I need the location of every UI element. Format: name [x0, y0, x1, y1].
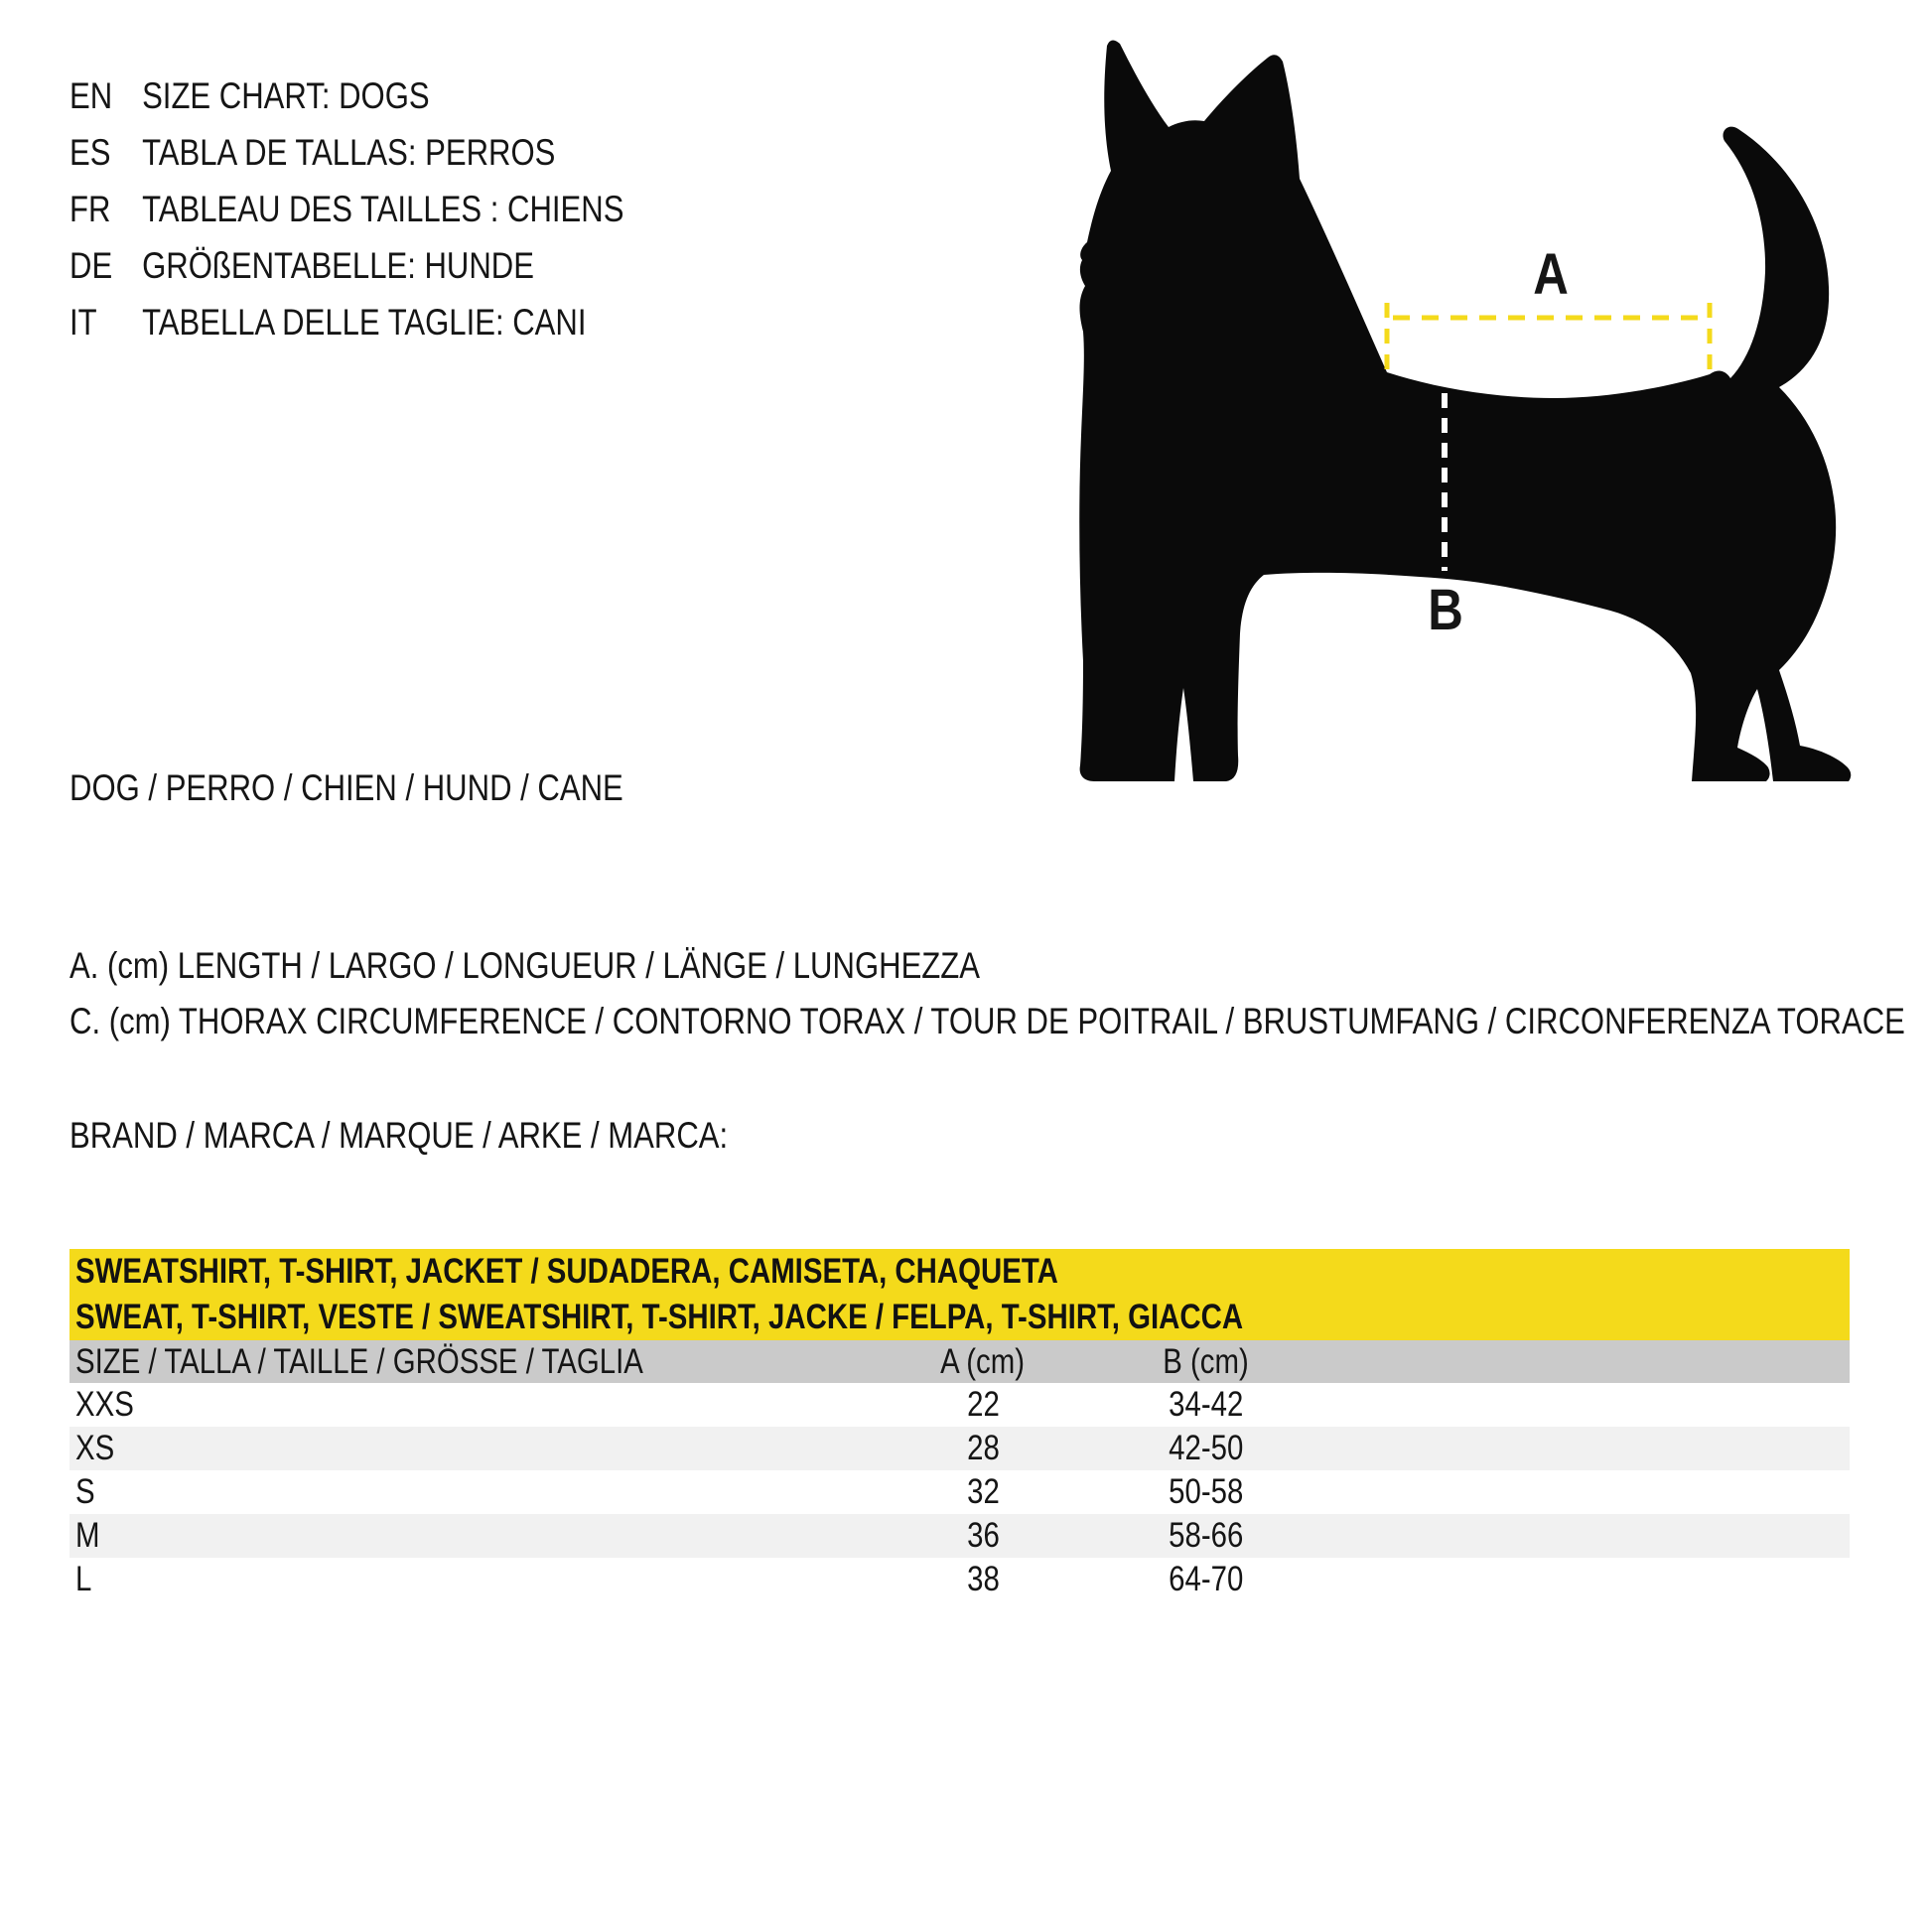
- lang-code: IT: [69, 302, 97, 343]
- a-cell: 38: [966, 1560, 1000, 1598]
- size-cell: XXS: [75, 1385, 134, 1424]
- table-row: [69, 1427, 1850, 1470]
- size-cell: S: [75, 1472, 95, 1511]
- title-row-fr: [69, 181, 730, 237]
- banner-line-1: SWEATSHIRT, T-SHIRT, JACKET / SUDADERA, CAMISETA, CHAQUETA: [75, 1252, 1058, 1291]
- dog-caption: DOG / PERRO / CHIEN / HUND / CANE: [69, 767, 623, 808]
- size-cell: L: [75, 1560, 92, 1598]
- a-cell: 32: [966, 1472, 1000, 1511]
- lang-code: DE: [69, 245, 113, 286]
- a-cell: 36: [966, 1516, 1000, 1555]
- table-row: [69, 1470, 1850, 1514]
- a-cell: 22: [966, 1385, 1000, 1424]
- a-cell: 28: [966, 1429, 1000, 1467]
- title-row-en: [69, 68, 498, 124]
- table-row: [69, 1558, 1850, 1601]
- b-cell: 42-50: [1169, 1429, 1244, 1467]
- title-text: TABELLA DELLE TAGLIE: CANI: [142, 302, 587, 343]
- lang-code: FR: [69, 189, 111, 229]
- length-label-a: A: [1533, 242, 1569, 307]
- b-cell: 50-58: [1169, 1472, 1244, 1511]
- lang-code: EN: [69, 75, 113, 116]
- brand-line: BRAND / MARCA / MARQUE / ARKE / MARCA:: [69, 1115, 729, 1156]
- table-row: [69, 1383, 1850, 1427]
- note-thorax: C. (cm) THORAX CIRCUMFERENCE / CONTORNO TORAX / TOUR DE POITRAIL / BRUSTUMFANG / CIRCONFERENZA TORACE: [69, 1001, 1905, 1041]
- lang-code: ES: [69, 132, 111, 173]
- table-row: [69, 1514, 1850, 1558]
- b-cell: 34-42: [1169, 1385, 1244, 1424]
- thorax-label-b: B: [1428, 578, 1463, 642]
- title-text: GRÖßENTABELLE: HUNDE: [142, 245, 534, 286]
- note-length: A. (cm) LENGTH / LARGO / LONGUEUR / LÄNGE / LUNGHEZZA: [69, 945, 981, 986]
- title-row-it: [69, 294, 685, 350]
- banner-line-2: SWEAT, T-SHIRT, VESTE / SWEATSHIRT, T-SHIRT, JACKE / FELPA, T-SHIRT, GIACCA: [75, 1298, 1244, 1336]
- header-b-label: B (cm): [1163, 1342, 1250, 1381]
- size-cell: M: [75, 1516, 100, 1555]
- title-text: TABLA DE TALLAS: PERROS: [142, 132, 556, 173]
- header-a-label: A (cm): [940, 1342, 1026, 1381]
- dog-silhouette-icon: [1079, 40, 1851, 781]
- dog-silhouette-diagram: [1077, 30, 1862, 799]
- title-text: TABLEAU DES TAILLES : CHIENS: [142, 189, 624, 229]
- title-text: SIZE CHART: DOGS: [142, 75, 430, 116]
- header-size-label: SIZE / TALLA / TAILLE / GRÖSSE / TAGLIA: [75, 1342, 643, 1381]
- b-cell: 64-70: [1169, 1560, 1244, 1598]
- b-cell: 58-66: [1169, 1516, 1244, 1555]
- title-row-es: [69, 124, 648, 181]
- garment-type-banner: [69, 1249, 1850, 1340]
- title-row-de: [69, 237, 622, 294]
- size-cell: XS: [75, 1429, 115, 1467]
- size-table-header: [69, 1340, 1850, 1383]
